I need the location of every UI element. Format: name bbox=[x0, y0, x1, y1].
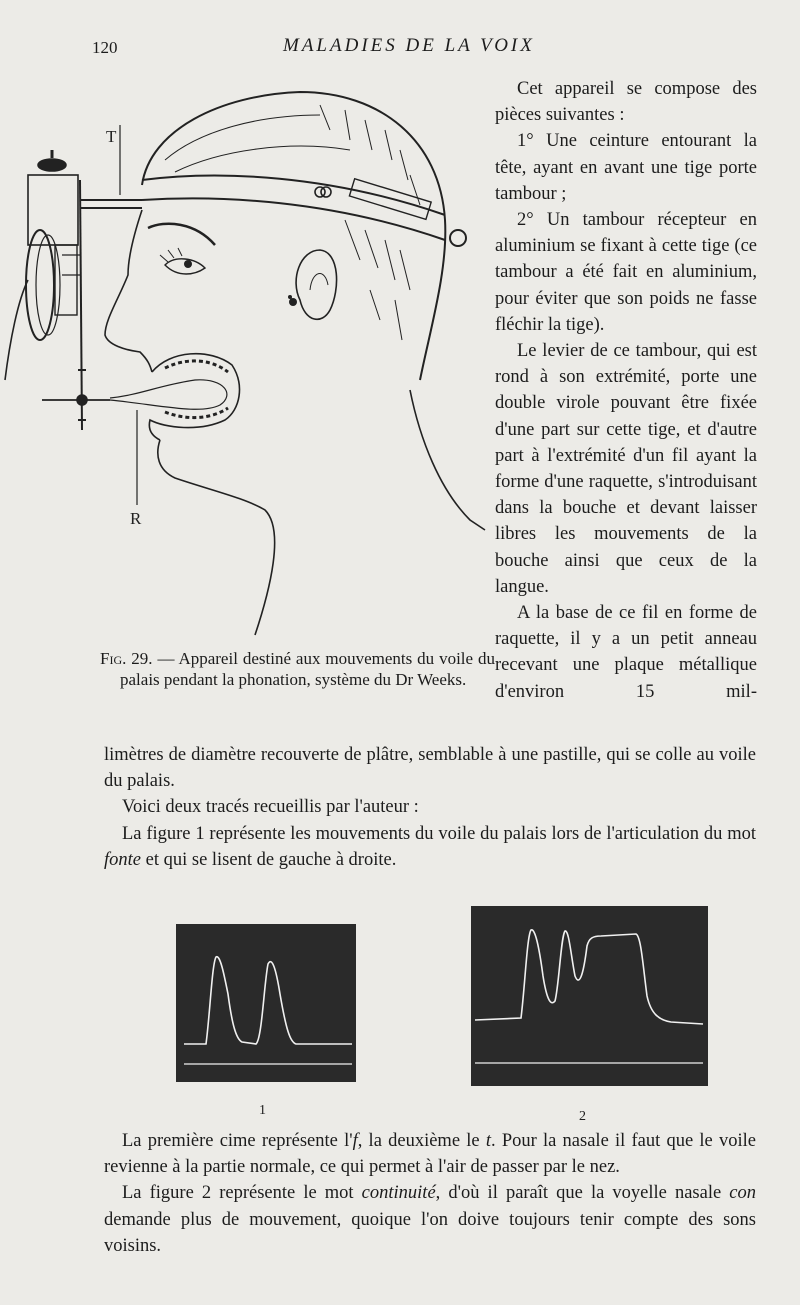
face-profile bbox=[105, 210, 152, 372]
tambour-housing bbox=[28, 175, 78, 245]
figure-caption-text: — Appareil destiné aux mouvements du voile du palais pendant la phonation, système du Dr Weeks. bbox=[120, 649, 495, 689]
trace-figure-1 bbox=[176, 924, 356, 1082]
paragraph: A la base de ce fil en forme de raquette, il y a un petit anneau recevant une plaque métallique d'environ 15 mil- bbox=[495, 603, 757, 702]
chin-neck bbox=[158, 440, 275, 635]
trace-label-1: 1 bbox=[259, 1103, 266, 1118]
full-width-text-2 bbox=[104, 1128, 756, 1259]
full-width-text-1 bbox=[104, 742, 756, 873]
ear bbox=[296, 250, 336, 319]
paragraph bbox=[104, 1180, 756, 1259]
paragraph: 2° Un tambour récepteur en aluminium se fixant à cette tige (ce tambour a été fait en aluminium, pour éviter que son poids ne fasse fléchir la tige). bbox=[495, 210, 757, 335]
paragraph: 1° Une ceinture entourant la tête, ayant en avant une tige porte tambour ; bbox=[495, 131, 757, 204]
label-T: T bbox=[106, 127, 117, 146]
paragraph bbox=[104, 821, 756, 873]
tube bbox=[5, 280, 28, 380]
vertical-lever bbox=[80, 180, 82, 430]
rod-T bbox=[80, 200, 142, 208]
text-run: La première cime représente l' bbox=[122, 1131, 353, 1151]
right-column-text bbox=[495, 76, 757, 705]
paragraph: Le levier de ce tambour, qui est rond à son extrémité, porte une double virole pouvant être fixée d'une part sur cette tige, et d'autre part à l'extrémité d'un fil ayant la forme d'une raquette, s'introduisant dans la bouche et devant laisser libres les mouvements de la bouche ainsi que ceux de la langue. bbox=[495, 341, 757, 597]
text-run: demande plus de mouvement, quoique l'on doive toujours tenir compte des sons voisins. bbox=[104, 1209, 756, 1256]
trace-figure-2 bbox=[471, 906, 708, 1086]
figure-label: Fig. 29. bbox=[100, 649, 153, 668]
text-run: . Pour la nasale il faut que le voile revienne à la partie normale, ce qui permet à l'air de passer par le nez. bbox=[104, 1131, 756, 1178]
emphasis: continuité bbox=[361, 1183, 436, 1204]
hair-outline bbox=[142, 92, 445, 380]
trace-label-2: 2 bbox=[579, 1109, 586, 1124]
text-run: , d'où il paraît que la voyelle nasale bbox=[435, 1183, 730, 1204]
text-run: La figure 1 représente les mouvements du voile du palais lors de l'articulation du mot bbox=[122, 823, 756, 844]
paragraph: Voici deux tracés recueillis par l'auteur : bbox=[122, 797, 419, 818]
text-run: La figure 2 représente le mot bbox=[122, 1183, 362, 1204]
label-R: R bbox=[130, 509, 142, 528]
emphasis: f bbox=[352, 1131, 358, 1151]
running-head: MALADIES DE LA VOIX bbox=[283, 35, 535, 56]
paragraph-continuation: limètres de diamètre recouverte de plâtre, semblable à une pastille, qui se colle au voile du palais. bbox=[104, 745, 756, 792]
eyebrow bbox=[148, 224, 215, 245]
emphasis: fonte bbox=[104, 849, 141, 870]
text-run: , la deuxième le bbox=[357, 1131, 486, 1151]
head-band bbox=[142, 176, 445, 215]
figure-29-illustration bbox=[0, 85, 490, 645]
paragraph bbox=[104, 1128, 756, 1180]
paragraph: Cet appareil se compose des pièces suivantes : bbox=[495, 79, 757, 126]
mouth-outline bbox=[149, 354, 239, 440]
racket-wire bbox=[110, 380, 227, 409]
emphasis: con bbox=[729, 1183, 756, 1204]
emphasis: t bbox=[485, 1131, 491, 1151]
band-screw bbox=[450, 230, 466, 246]
page-number: 120 bbox=[92, 38, 118, 57]
text-run: et qui se lisent de gauche à droite. bbox=[141, 849, 397, 870]
figure-caption bbox=[100, 648, 495, 690]
